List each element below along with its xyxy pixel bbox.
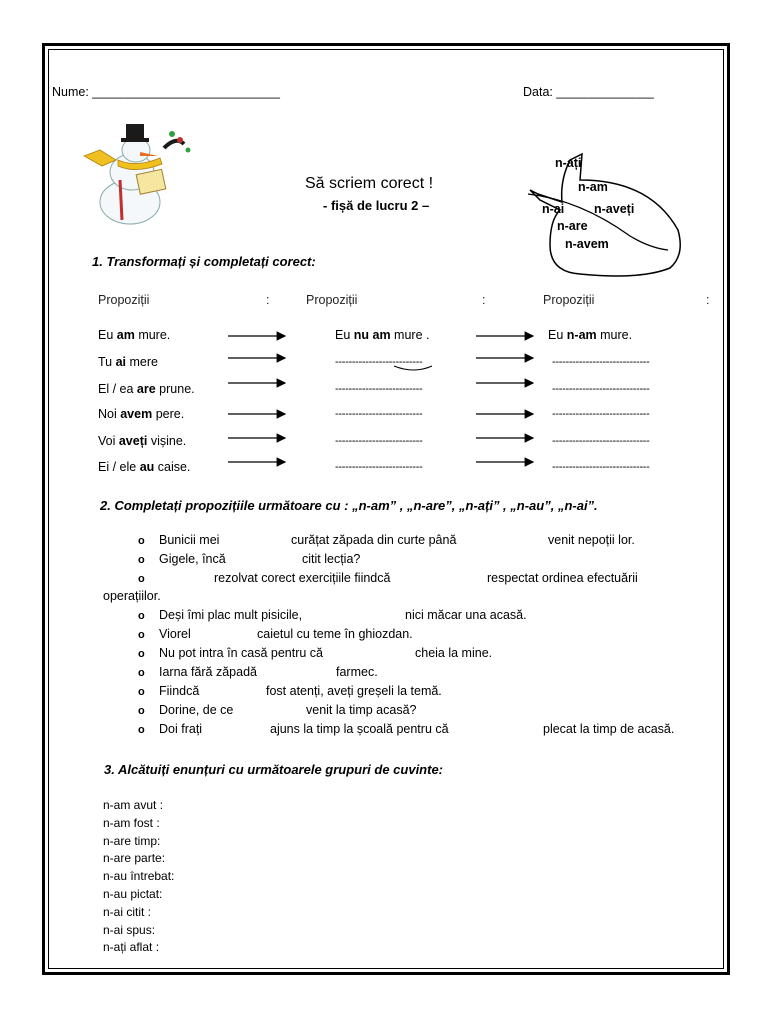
sentence-part: ajuns la timp la școală pentru că [270,722,449,736]
blank-line: ----------------------------- [552,435,650,447]
bullet-icon: o [138,648,145,660]
sentence-part: fost atenți, aveți greșeli la temă. [266,684,442,698]
list-item: n-are parte: [103,851,166,866]
sentence-part: Iarna fără zăpadă [159,665,257,679]
sentence-part: Bunicii mei [159,533,220,547]
table-row-source: Tu ai mere [98,355,158,369]
blank-line: -------------------------- [335,435,423,447]
sentence-part: Doi frați [159,722,203,736]
list-item: n-am avut : [103,798,164,812]
sentence-part: venit nepoții lor. [548,533,635,547]
list-item: n-au întrebat: [103,869,175,884]
name-field-label: Nume: ___________________________ [52,85,280,99]
sentence-part: Fiindcă [159,684,200,698]
sentence-part: farmec. [336,665,378,679]
column-header: : [266,293,270,307]
sentence-part: Viorel [159,627,191,641]
column-header: Propoziții [98,293,150,307]
sentence-part: nici măcar una acasă. [405,608,527,622]
column-header: : [706,293,710,307]
sentence-part: Deși îmi plac mult pisicile, [159,608,303,622]
list-item: n-au pictat: [103,886,163,901]
section1-heading: 1. Transformați și completați corect: [92,254,316,269]
list-item: n-ai citit : [103,904,152,919]
sentence-part: plecat la timp de acasă. [543,722,675,736]
worksheet-subtitle: - fișă de lucru 2 – [323,198,430,213]
table-row-source: Noi avem pere. [98,407,185,421]
list-item: n-ați aflat : [103,940,160,955]
leaf-word: n-are [557,219,588,233]
list-item: n-ai spus: [103,922,156,937]
bullet-icon: o [138,610,145,622]
sentence-part: rezolvat corect exercițiile fiindcă [214,571,391,585]
bullet-icon: o [138,686,145,698]
sentence-part: respectat ordinea efectuării [487,571,638,585]
table-row-source: Ei / ele au caise. [98,460,191,474]
table-row-result: Eu n-am mure. [548,328,633,342]
table-row-source: Eu am mure. [98,328,171,342]
column-header: : [482,293,486,307]
leaf-word: n-am [578,180,608,194]
blank-line: ----------------------------- [552,408,650,420]
section2-heading: 2. Completați propozițiile următoare cu : „n-am” , „n-are”, „n-ați” , „n-au”, „n-ai”. [100,498,598,513]
table-row-source: El / ea are prune. [98,382,195,396]
blank-line: ----------------------------- [552,461,650,473]
blank-line: ----------------------------- [552,356,650,368]
date-field-label: Data: ______________ [523,85,654,99]
blank-line: ----------------------------- [552,383,650,395]
word-group-list [103,797,174,957]
bullet-icon: o [138,573,145,585]
worksheet-title: Să scriem corect ! [305,175,434,192]
sentence-part: operațiilor. [103,589,161,603]
sentence-part: caietul cu teme în ghiozdan. [257,627,413,641]
column-header: Propoziții [306,293,358,307]
bullet-icon: o [138,535,145,547]
section3-heading: 3. Alcătuiți enunțuri cu următoarele grupuri de cuvinte: [104,762,444,777]
bullet-icon: o [138,724,145,736]
bullet-icon: o [138,705,145,717]
sentence-part: citit lecția? [302,552,361,566]
sentence-part: venit la timp acasă? [306,703,417,717]
leaf-word: n-ai [542,202,565,216]
table-row-source: Voi aveți vișine. [98,434,187,448]
column-header: Propoziții [543,293,595,307]
sentence-part: Dorine, de ce [159,703,234,717]
table-row-middle: Eu nu am mure . [335,328,430,342]
sentence-part: Nu pot intra în casă pentru că [159,646,323,660]
bullet-icon: o [138,629,145,641]
list-item: n-are timp: [103,833,161,848]
blank-line: -------------------------- [335,356,423,368]
bullet-icon: o [138,554,145,566]
blank-line: -------------------------- [335,461,423,473]
leaf-word: n-ați [555,156,582,170]
sentence-part: Gigele, încă [159,552,226,566]
sentence-part: curățat zăpada din curte până [291,533,457,547]
blank-line: -------------------------- [335,383,423,395]
leaf-word: n-avem [565,237,609,251]
sentence-part: cheia la mine. [415,646,493,660]
leaf-word: n-aveți [594,202,635,216]
list-item: n-am fost : [103,815,160,830]
blank-line: -------------------------- [335,408,423,420]
bullet-icon: o [138,667,145,679]
